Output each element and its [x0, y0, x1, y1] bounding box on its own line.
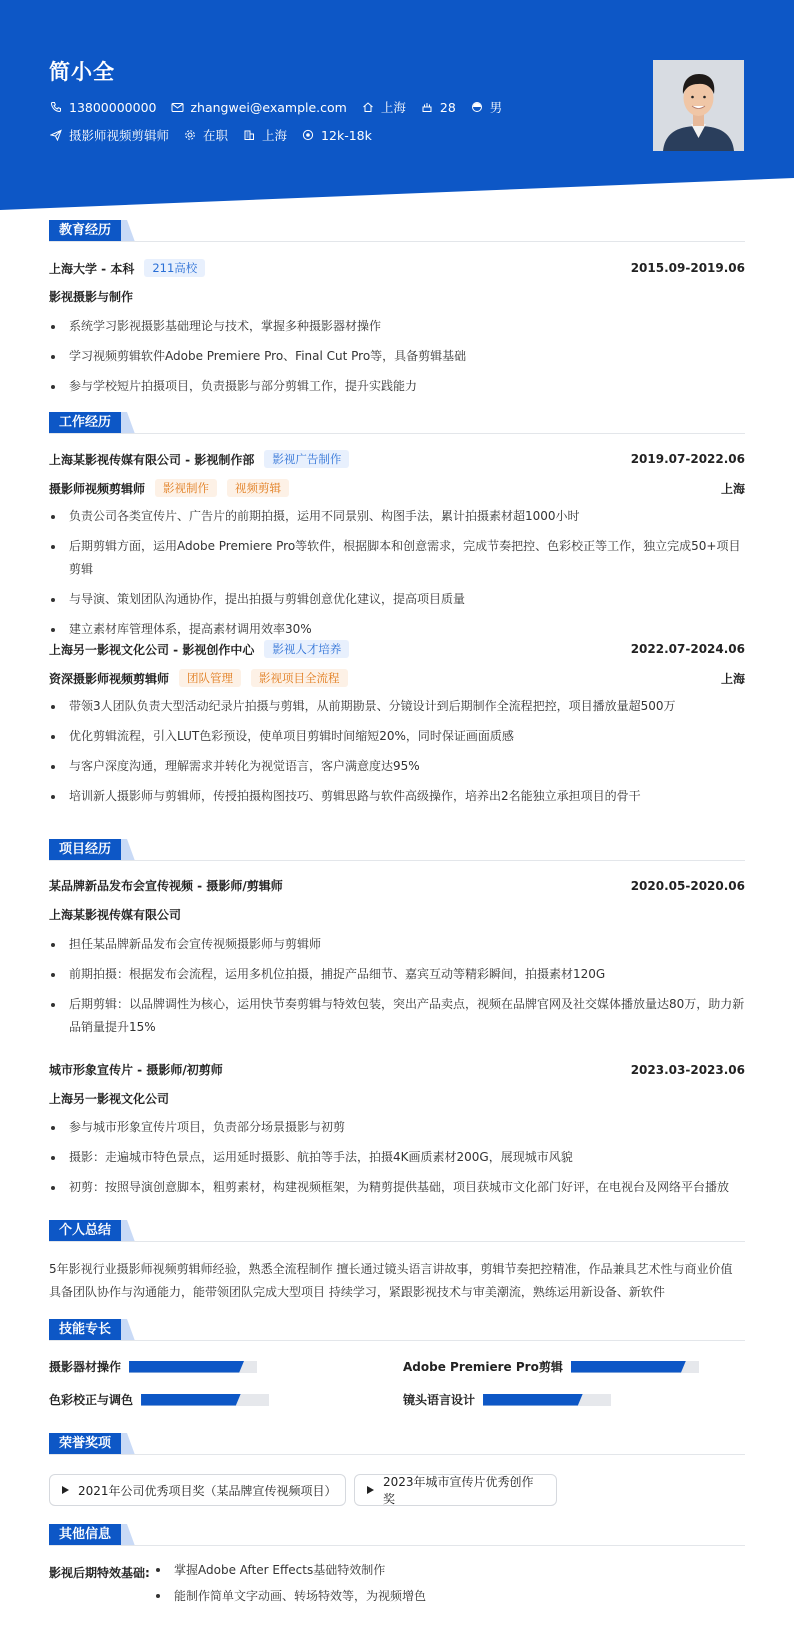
skill-name: 色彩校正与调色 [49, 1393, 134, 1407]
list-item: 前期拍摄：根据发布会流程，运用多机位拍摄，捕捉产品细节、嘉宾互动等精彩瞬间，拍摄素材120G [49, 963, 745, 986]
resume-header [0, 0, 794, 210]
list-item: 担任某品牌新品发布会宣传视频摄影师与剪辑师 [49, 933, 745, 956]
play-icon [367, 1486, 374, 1494]
award-item[interactable] [354, 1474, 557, 1506]
title-tail-decoration [121, 1524, 139, 1546]
skill-bar [141, 1394, 269, 1406]
list-item: 建立素材库管理体系，提高素材调用效率30% [49, 618, 745, 641]
expected-salary: 12k-18k [321, 127, 372, 143]
work-company-row [49, 640, 745, 658]
section-divider [49, 860, 745, 861]
education-bullets [49, 315, 745, 405]
list-item: 参与城市形象宣传片项目，负责部分场景摄影与初剪 [49, 1116, 745, 1139]
work-period: 2019.07-2022.06 [630, 452, 745, 466]
project-bullets [49, 1116, 745, 1206]
other-info-list [154, 1558, 426, 1610]
project-org-row [49, 1090, 745, 1107]
section-other-title: 其他信息 [49, 1524, 139, 1546]
project-org: 上海另一影视文化公司 [49, 1092, 170, 1106]
title-tail-decoration [121, 839, 139, 861]
skill-bar-fill [129, 1361, 244, 1373]
section-divider [49, 1241, 745, 1242]
skill-item [49, 1358, 257, 1375]
gender-info [470, 98, 503, 116]
title-tail-decoration [121, 1319, 139, 1341]
section-education-title: 教育经历 [49, 220, 139, 242]
list-item: 掌握Adobe After Effects基础特效制作 [154, 1558, 426, 1582]
major-row [49, 288, 745, 305]
list-item: 后期剪辑：以品牌调性为核心，运用快节奏剪辑与特效包装，突出产品卖点，视频在品牌官网及社交媒体播放量达80万，助力新品销量提升15% [49, 993, 745, 1039]
title-tail-decoration [121, 412, 139, 434]
skill-name: 镜头语言设计 [403, 1393, 476, 1407]
section-work-title: 工作经历 [49, 412, 139, 434]
list-item: 系统学习影视摄影基础理论与技术，掌握多种摄影器材操作 [49, 315, 745, 338]
employment-status: 在职 [203, 128, 229, 143]
skill-item [49, 1391, 269, 1408]
cake-icon [420, 100, 434, 114]
title-tail-decoration [121, 220, 139, 242]
section-divider [49, 1545, 745, 1546]
role-title: 摄影师视频剪辑师 [49, 481, 146, 496]
award-text: 2023年城市宣传片优秀创作奖 [383, 1475, 534, 1506]
summary-line: 5年影视行业摄影师视频剪辑师经验，熟悉全流程制作 擅长通过镜头语言讲故事，剪辑节奏把控精准，作品兼具艺术性与商业价值 [49, 1262, 733, 1276]
skill-bar [483, 1394, 611, 1406]
role-title: 资深摄影师视频剪辑师 [49, 671, 170, 686]
section-divider [49, 1340, 745, 1341]
email-address: zhangwei@example.com [190, 99, 347, 115]
other-info-label: 影视后期特效基础: [49, 1566, 150, 1580]
work-role-row [49, 479, 745, 497]
project-period: 2023.03-2023.06 [630, 1062, 745, 1077]
job-intent-row [49, 126, 386, 144]
company-tag: 影视广告制作 [264, 450, 349, 468]
list-item: 参与学校短片拍摄项目，负责摄影与部分剪辑工作，提升实践能力 [49, 375, 745, 398]
work-bullets [49, 505, 745, 648]
list-item: 能制作简单文字动画、转场特效等，为视频增色 [154, 1584, 426, 1608]
skill-item [403, 1391, 611, 1408]
project-period: 2020.05-2020.06 [630, 878, 745, 893]
award-text: 2021年公司优秀项目奖（某品牌宣传视频项目） [78, 1483, 337, 1498]
phone-number: 13800000000 [69, 99, 157, 115]
skill-bar-fill [141, 1394, 241, 1406]
section-divider [49, 1454, 745, 1455]
building-icon [242, 128, 256, 142]
project-org-row [49, 906, 745, 923]
major-name: 影视摄影与制作 [49, 290, 134, 304]
skill-bar [571, 1361, 699, 1373]
work-city: 上海 [720, 671, 745, 686]
work-company-row [49, 450, 745, 468]
summary-text [49, 1258, 745, 1304]
gender-text: 男 [489, 100, 503, 115]
list-item: 学习视频剪辑软件Adobe Premiere Pro、Final Cut Pro等，具备剪辑基础 [49, 345, 745, 368]
target-position: 摄影师视频剪辑师 [69, 128, 170, 143]
mail-icon [170, 100, 184, 114]
phone-info [49, 100, 156, 115]
target-city: 上海 [262, 128, 288, 143]
section-awards-title: 荣誉奖项 [49, 1433, 139, 1455]
summary-line: 具备团队协作与沟通能力，能带领团队完成大型项目 持续学习，紧跟影视技术与审美潮流，熟练运用新设备、新软件 [49, 1285, 665, 1299]
section-divider [49, 241, 745, 242]
section-projects-title: 项目经历 [49, 839, 139, 861]
skill-bar-fill [483, 1394, 583, 1406]
section-divider [49, 433, 745, 434]
skill-bar-fill [571, 1361, 686, 1373]
profile-photo [653, 60, 744, 151]
list-item: 培训新人摄影师与剪辑师，传授拍摄构图技巧、剪辑思路与软件高级操作，培养出2名能独立承担项目的骨干 [49, 785, 745, 808]
send-icon [49, 128, 63, 142]
role-tag: 影视制作 [155, 479, 217, 497]
title-tail-decoration [121, 1220, 139, 1242]
project-title: 城市形象宣传片 - 摄影师/初剪师 [49, 1063, 223, 1077]
skill-bar [129, 1361, 257, 1373]
section-skills-title: 技能专长 [49, 1319, 139, 1341]
candidate-name: 简小全 [49, 60, 115, 84]
skill-name: 摄影器材操作 [49, 1360, 122, 1374]
project-header-row [49, 1061, 745, 1078]
work-role-row [49, 669, 745, 687]
award-item[interactable] [49, 1474, 346, 1506]
title-tail-decoration [121, 1433, 139, 1455]
age-info [420, 100, 456, 115]
school-tag: 211高校 [144, 259, 205, 277]
location-text: 上海 [380, 100, 406, 115]
work-city: 上海 [720, 481, 745, 496]
role-tag: 团队管理 [179, 669, 241, 687]
home-icon [361, 100, 375, 114]
work-bullets [49, 695, 745, 815]
project-org: 上海某影视传媒有限公司 [49, 908, 182, 922]
school-name: 上海大学 - 本科 [49, 261, 135, 276]
project-header-row [49, 877, 745, 894]
role-tag: 影视项目全流程 [251, 669, 348, 687]
list-item: 后期剪辑方面，运用Adobe Premiere Pro等软件，根据脚本和创意需求，完成节奏把控、色彩校正等工作，独立完成50+项目剪辑 [49, 535, 745, 581]
list-item: 初剪：按照导演创意脚本，粗剪素材，构建视频框架，为精剪提供基础，项目获城市文化部门好评，在电视台及网络平台播放 [49, 1176, 745, 1199]
list-item: 摄影：走遍城市特色景点，运用延时摄影、航拍等手法，拍摄4K画质素材200G，展现城市风貌 [49, 1146, 745, 1169]
list-item: 负责公司各类宣传片、广告片的前期拍摄，运用不同景别、构图手法，累计拍摄素材超1000小时 [49, 505, 745, 528]
role-tag: 视频剪辑 [227, 479, 289, 497]
skill-item [403, 1358, 699, 1375]
gender-icon [470, 100, 484, 114]
status-info [183, 126, 228, 144]
project-bullets [49, 933, 745, 1046]
project-title: 某品牌新品发布会宣传视频 - 摄影师/剪辑师 [49, 879, 283, 893]
money-icon [301, 128, 315, 142]
education-period: 2015.09-2019.06 [630, 261, 745, 275]
company-name: 上海某影视传媒有限公司 - 影视制作部 [49, 452, 255, 467]
contact-row [49, 98, 516, 116]
company-name: 上海另一影视文化公司 - 影视创作中心 [49, 642, 255, 657]
list-item: 与导演、策划团队沟通协作，提出拍摄与剪辑创意优化建议，提高项目质量 [49, 588, 745, 611]
location-info [361, 98, 406, 116]
work-period: 2022.07-2024.06 [630, 642, 745, 656]
target-position-info [49, 126, 169, 144]
play-icon [62, 1486, 69, 1494]
salary-info [301, 128, 372, 143]
gear-icon [183, 128, 197, 142]
phone-icon [49, 100, 63, 114]
company-tag: 影视人才培养 [264, 640, 349, 658]
section-summary-title: 个人总结 [49, 1220, 139, 1242]
education-header-row [49, 259, 745, 277]
age-text: 28 [439, 99, 456, 115]
target-city-info [242, 126, 287, 144]
list-item: 带领3人团队负责大型活动纪录片拍摄与剪辑，从前期勘景、分镜设计到后期制作全流程把控，项目播放量超500万 [49, 695, 745, 718]
list-item: 与客户深度沟通，理解需求并转化为视觉语言，客户满意度达95% [49, 755, 745, 778]
skill-name: Adobe Premiere Pro剪辑 [403, 1360, 563, 1374]
list-item: 优化剪辑流程，引入LUT色彩预设，使单项目剪辑时间缩短20%，同时保证画面质感 [49, 725, 745, 748]
email-info [170, 100, 346, 115]
